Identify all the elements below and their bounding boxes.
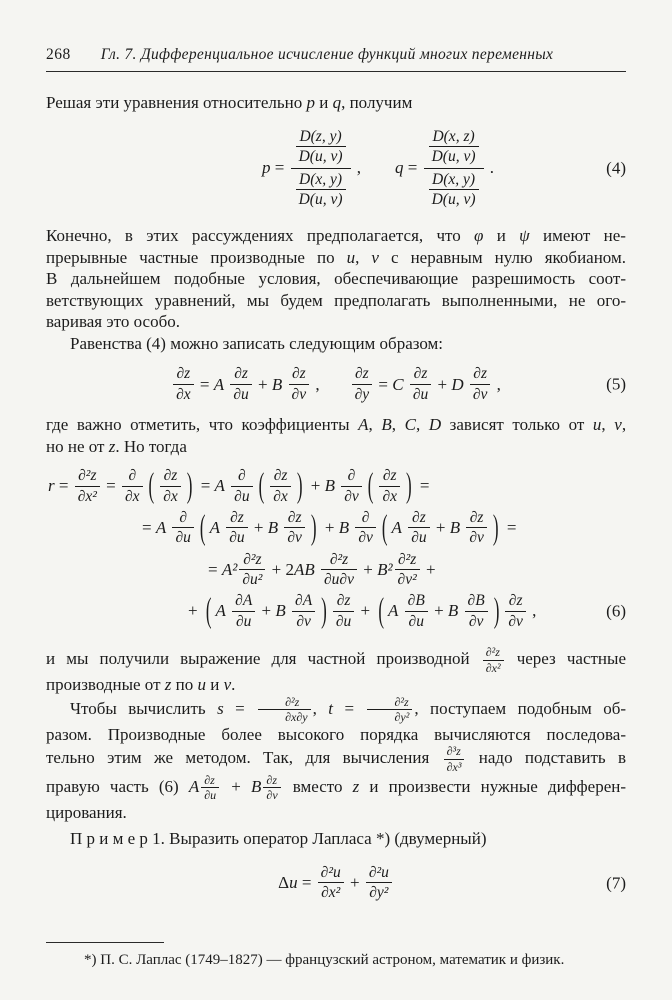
math-text: AB [293,559,315,579]
text-run: = [196,476,215,496]
equation-7 [46,864,626,902]
fraction: $\frac{\partial z}{\partial y}$ [352,365,373,403]
math-text: C [404,415,416,435]
text-line [46,828,626,850]
math-text: z [108,436,116,456]
text-run: , [311,374,320,394]
text-run: по [171,675,198,695]
math-text: A [214,476,225,496]
text-run: + [188,601,202,621]
math-text: C [392,374,404,394]
text-line [46,268,626,290]
text-run [226,600,230,622]
text-run: В дальнейшем подобные условия, обеспечивающие разрешимость соот- [46,269,626,289]
text-run [458,600,462,622]
text-line [46,802,626,824]
equation-6-line-1-body [48,467,626,505]
big-paren: ( [148,466,155,505]
text-run: ветствующих уравнений, мы будем предполагать выполненными, не ого- [46,290,626,310]
fraction: $\frac{\partial z}{\partial u}$ [226,509,247,547]
text-run [224,374,228,396]
text-run [349,517,353,539]
text-run: производные от [46,675,165,695]
text-line [46,774,626,802]
fraction: $\frac{D(x, y)}{D(u, v)}$ [429,171,479,209]
text-run: цирования. [46,802,127,822]
text-run: надо подставить в [466,748,626,768]
footnote [46,942,626,970]
text-run: , [527,601,537,621]
text-run: Конечно, в этих рассуждениях предполагается, что [46,226,475,246]
text-run: + [253,374,272,394]
fraction: $\frac{\partial z}{\partial u}$ [201,774,219,802]
fraction: $\frac{\text{∂²z}}{\partial x\partial y}$ [258,696,311,724]
math-text: ψ [519,226,530,246]
fraction: $\frac{\partial z}{\partial v}$ [263,774,280,802]
math-text: B [324,476,335,496]
paragraph-example [46,828,626,850]
math-text: u [346,247,356,267]
text-run: . Но тогда [115,436,187,456]
math-text: A² [221,559,238,579]
math-text: A [358,415,369,435]
text-run: правую часть (6) [46,776,189,796]
math-text: z [164,675,172,695]
text-run [166,517,170,539]
big-paren: ( [378,591,385,631]
text-run: прерывные частные производные по [46,247,347,267]
text-run: и [483,226,520,246]
text-run: , [621,415,627,435]
fraction: $\frac{D(x, y)}{D(u, v)}$ [296,171,346,209]
text-line [46,646,626,674]
math-text: B [338,517,350,537]
fraction: $\frac{\partial z}{\partial x}$ [173,365,194,403]
big-paren: ( [199,507,206,547]
fraction: $\frac{\partial z}{\partial x}$ [270,467,291,505]
math-text: u [197,675,206,695]
text-run: + [306,476,325,496]
math-text: v [614,415,622,435]
equation-6 [46,467,626,630]
fraction: $\frac{\partial A}{\partial u}$ [232,592,255,630]
text-run: Равенства (4) можно записать следующим образом: [70,333,444,353]
text-line [46,436,626,458]
text-run: . [231,675,236,695]
math-text: A [155,517,167,537]
text-line [46,696,626,724]
text-run: + [421,559,436,579]
paragraph-method [46,696,626,824]
math-text: D [451,374,464,394]
text-line [46,290,626,312]
text-run: через частные [505,649,627,669]
text-run: , [601,415,615,435]
text-run: + [320,517,339,537]
math-text: D [428,415,442,435]
text-run [404,374,408,396]
text-line [46,225,626,247]
text-run: , [492,374,501,394]
fraction: $\frac{\text{∂²z}}{\text{∂u²}}$ [239,551,265,589]
equation-5-body [46,365,626,403]
math-text: u [592,415,602,435]
math-text: B [267,517,279,537]
fraction: $\frac{\text{∂²z}}{\partial u\partial v}$ [321,551,357,589]
fraction: $\frac{\partial z}{\partial x}$ [379,467,400,505]
text-run: с неравным нулю якобианом. [378,247,626,267]
text-run: *) П. С. Лаплас (1749–1827) — французский астроном, математик и физик. [84,952,565,968]
big-paren: ) [321,591,327,631]
text-run: + [429,601,448,621]
math-text: B [449,517,461,537]
text-run: + 2 [267,559,294,579]
fraction: $\frac{\partial z}{\partial v}$ [466,509,487,547]
math-text: v [371,247,379,267]
equation-6-line-1 [46,467,626,505]
equation-6-line-3 [46,551,626,589]
equation-4 [46,127,626,209]
math-text: A [391,517,402,537]
text-run: разом. Производные более высокого порядка вычисляются последова- [46,724,626,744]
equation-5 [46,365,626,403]
math-text: t [328,698,334,718]
math-text: A [215,601,226,621]
equation-6-line-4-body [188,592,626,630]
text-run [225,475,229,497]
math-text: B [275,601,286,621]
text-run: где важно отметить, что коэффициенты [46,415,359,435]
text-run: , получим [341,92,413,112]
text-line [46,674,626,696]
math-text: q [332,92,342,112]
text-run: = [223,698,257,718]
chapter-title: Гл. 7. Дифференциальное исчисление функций многих переменных [100,46,554,63]
text-run: но не от [46,436,109,456]
text-run: = [403,158,422,178]
text-run: = [502,517,517,537]
footnote-text [46,950,626,970]
text-run: , [415,415,429,435]
math-text: r [48,476,55,496]
text-run: Δ [278,872,290,892]
equation-6-line-4 [46,592,626,630]
equation-5-tag: (5) [606,374,626,394]
math-text: q [395,158,404,178]
text-line [46,247,626,269]
text-run: Решая эти уравнения относительно [46,92,307,112]
text-run: = [270,158,289,178]
text-run: Чтобы вычислить [70,698,218,718]
equation-6-line-3-body [208,551,626,589]
text-run: зависят только от [441,415,593,435]
math-text: B [381,415,392,435]
text-run: и мы получили выражение для частной производной [46,649,481,669]
math-text: u [289,872,298,892]
text-run: , [368,415,382,435]
text-line [46,311,626,333]
big-paren: ) [186,466,193,505]
math-text: B [447,601,459,621]
text-run: имеют не- [529,226,626,246]
text-run: + [345,872,364,892]
math-text: s [217,698,224,718]
fraction: $\frac{\partial}{\partial v}$ [341,467,362,505]
text-run: + [249,517,268,537]
math-text: B [251,776,262,796]
fraction: $\frac{\partial z}{\partial v}$ [470,365,491,403]
text-run: , [312,698,329,718]
fraction: $\frac{\partial z}{\partial u}$ [230,365,251,403]
paragraph-jacobian [46,225,626,333]
equation-7-tag: (7) [606,872,626,892]
equation-4-tag: (4) [606,158,626,178]
text-run [460,517,464,539]
math-text: φ [474,226,484,246]
fraction: $\frac{\partial z}{\partial v}$ [289,365,310,403]
text-run: , [352,158,361,178]
math-text: p [306,92,315,112]
fraction: $\frac{\text{∂²z}}{\text{∂x²}}$ [75,467,100,505]
text-run [282,374,286,396]
fraction: $\frac{\partial z}{\partial v}$ [505,592,526,630]
math-text: B [271,374,283,394]
text-run: . [485,158,494,178]
text-run [335,475,339,497]
math-text: v [223,675,232,695]
fraction: $\frac{\partial z}{\partial u}$ [408,509,429,547]
big-paren: ) [493,591,500,631]
fraction: $\frac{\text{∂²z}}{\text{∂x²}}$ [483,646,504,674]
math-text: A [188,776,200,796]
fraction: $\frac{\partial}{\partial v}$ [355,509,376,547]
text-run: и [314,92,333,112]
fraction: $\frac{\partial z}{\partial v}$ [284,509,305,547]
fraction: $\frac{\partial}{\partial u}$ [172,509,193,547]
paragraph-coefficients [46,414,626,457]
text-run: + [431,517,450,537]
text-run: П р и м е р 1. Выразить оператор Лапласа *) (двумерный) [70,829,487,849]
text-run: = [101,476,120,496]
fraction [424,127,484,209]
paragraph-ravenstva [46,333,626,355]
text-run [220,517,224,539]
fraction: $\frac{\partial z}{\partial u}$ [333,592,354,630]
text-run: варивая это особо. [46,312,180,332]
paragraph-intro [46,92,626,114]
equation-6-line-2-body [142,509,626,547]
text-run: , поступаем подобным об- [414,698,627,718]
text-line [46,333,626,355]
text-run: = [297,872,316,892]
paragraph-result [46,646,626,696]
text-run [286,600,290,622]
equation-7-body [46,864,626,902]
text-run: тельно этим же методом. Так, для вычисления [46,748,442,768]
text-run [278,517,282,539]
text-run: = [54,476,73,496]
big-paren: ( [258,466,265,505]
text-run: = [195,374,214,394]
math-text: z [352,776,360,796]
text-run: = [415,476,430,496]
footnote-rule [46,942,164,943]
fraction: $\frac{\text{∂²z}}{\text{∂v²}}$ [395,551,420,589]
text-run: и произвести нужные дифферен- [359,776,626,796]
text-run: = [333,698,366,718]
fraction: $\frac{\text{∂²u}}{\text{∂x²}}$ [318,864,344,902]
fraction [291,127,351,209]
text-run [315,559,319,581]
text-run: + [358,559,378,579]
fraction: $\frac{\partial z}{\partial u}$ [410,365,431,403]
text-run: и [206,675,224,695]
fraction: $\frac{\partial B}{\partial u}$ [405,592,428,630]
text-line [46,745,626,773]
page-header [46,44,626,72]
text-line [46,414,626,436]
fraction: $\frac{\text{∂³z}}{\text{∂x³}}$ [444,745,465,773]
text-run [398,600,402,622]
text-run: = [208,559,222,579]
text-run [402,517,406,539]
big-paren: ( [381,507,388,547]
text-line [46,92,626,114]
equation-4-body [88,127,668,209]
text-run: = [374,374,393,394]
fraction: $\frac{\partial}{\partial u}$ [231,467,252,505]
text-run: + [221,776,252,796]
text-run: , [355,247,372,267]
text-run: + [356,601,375,621]
page-number: 268 [46,46,71,63]
text-run: , [391,415,405,435]
fraction: $\frac{\partial z}{\partial x}$ [160,467,181,505]
text-run: + [257,601,276,621]
big-paren: ) [310,507,317,547]
fraction: $\frac{\partial A}{\partial v}$ [292,592,315,630]
big-paren: ( [367,466,374,505]
math-text: A [388,601,399,621]
equation-6-line-2 [46,509,626,547]
text-line [46,724,626,746]
text-run: вместо [282,776,353,796]
fraction: $\frac{D(z, y)}{D(u, v)}$ [296,128,346,166]
big-paren: ) [405,466,412,505]
math-text: A [213,374,225,394]
math-text: p [262,158,271,178]
fraction: $\frac{D(x, z)}{D(u, v)}$ [429,128,479,166]
fraction: $\frac{\partial B}{\partial v}$ [465,592,488,630]
fraction: $\frac{\text{∂²z}}{\text{∂y²}}$ [367,696,412,724]
equation-6-tag: (6) [606,601,626,621]
math-text: A [209,517,220,537]
text-run: + [433,374,452,394]
fraction: $\frac{\text{∂²u}}{\text{∂y²}}$ [366,864,392,902]
math-text: B² [377,559,393,579]
big-paren: ) [296,466,303,505]
fraction: $\frac{\partial}{\partial x}$ [122,467,143,505]
big-paren: ) [492,507,499,547]
text-run: = [142,517,156,537]
text-run [464,374,468,396]
big-paren: ( [205,591,212,631]
